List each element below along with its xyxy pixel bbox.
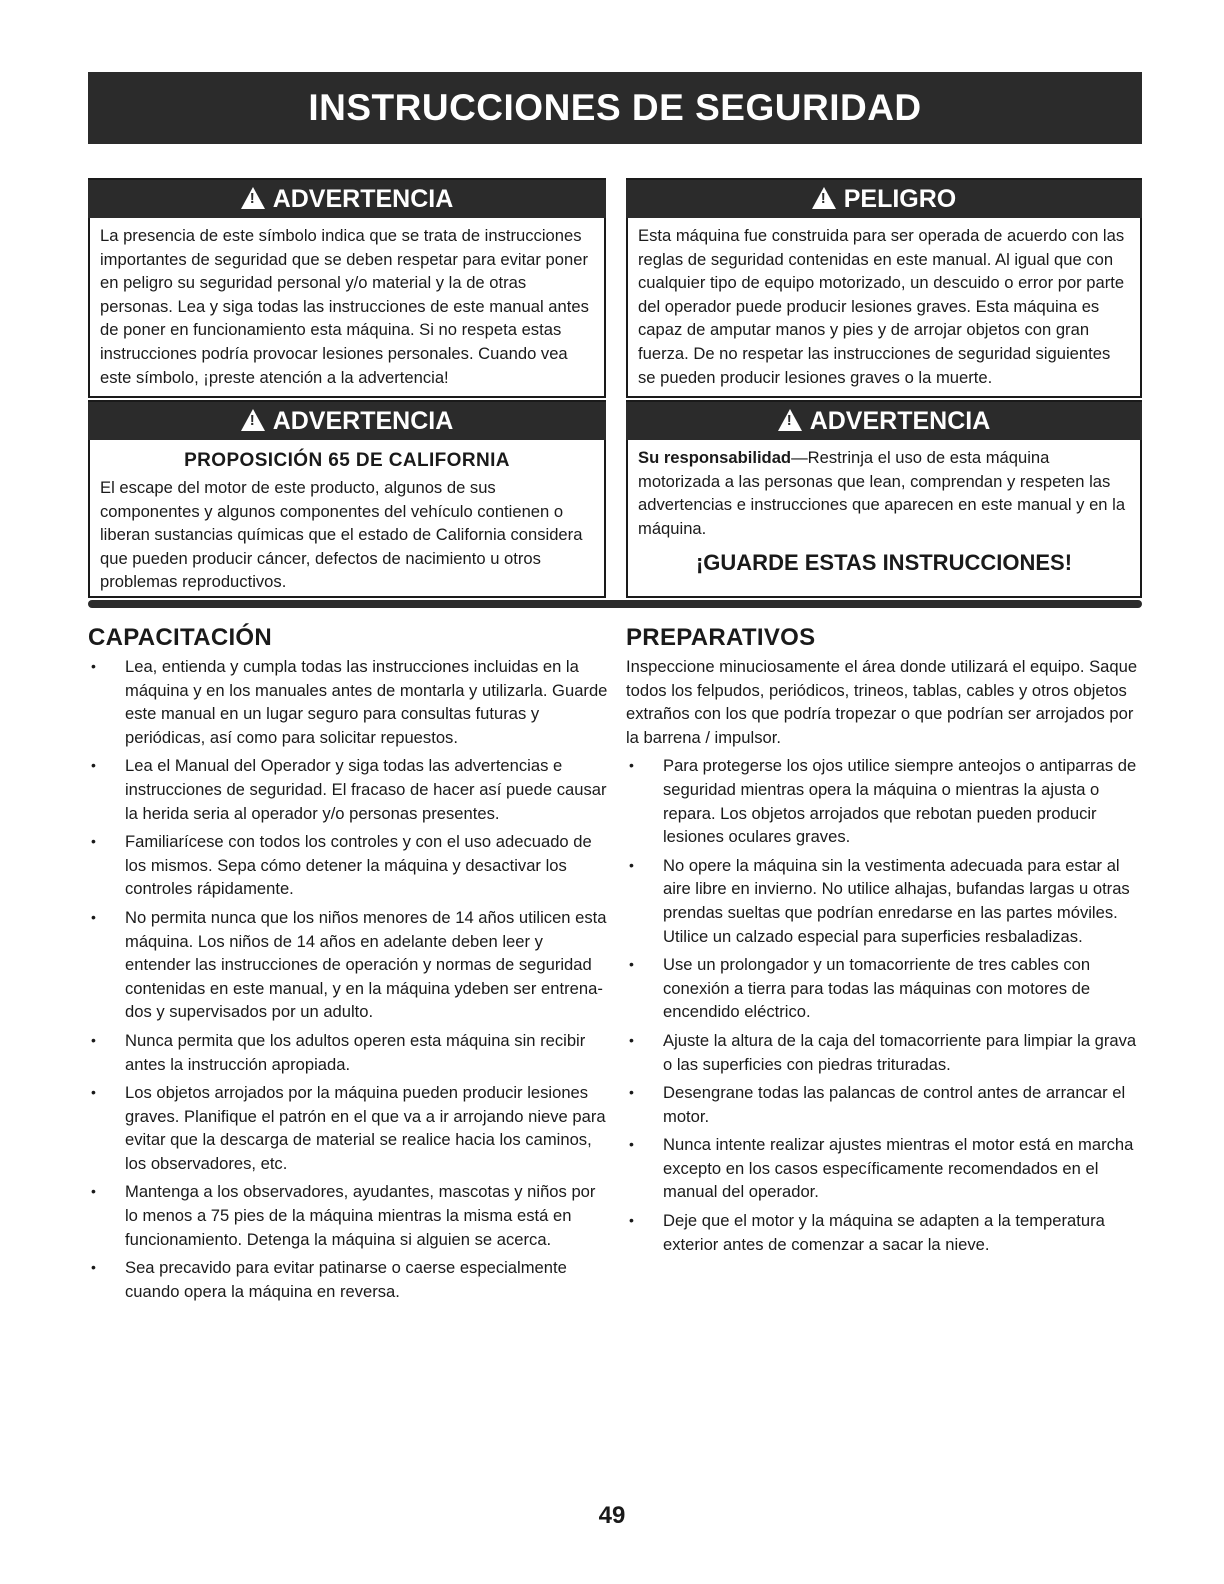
list-item: • Deje que el motor y la máquina se adapten a la temperatura exterior antes de comenzar a sacar la nieve. bbox=[626, 1209, 1144, 1256]
capacitacion-list bbox=[88, 655, 608, 1308]
warning-header-label: ADVERTENCIA bbox=[272, 185, 454, 213]
danger-header-label: PELIGRO bbox=[843, 185, 957, 213]
warning-box-symbol bbox=[88, 178, 606, 398]
warning-triangle-icon bbox=[812, 187, 836, 209]
banner-title: INSTRUCCIONES DE SEGURIDAD bbox=[308, 87, 922, 128]
list-item: • Para protegerse los ojos utilice siempre anteojos o antiparras de seguridad mientras opera la máquina o mientras la ajusta o repara. Los objetos arrojados que rebotan pueden producir lesiones oculares graves. bbox=[626, 754, 1144, 848]
warning-text: La presencia de este símbolo indica que se trata de instrucciones importantes de seguridad que se deben respetar para evitar poner en peligro su seguridad personal y/o material y la de otras personas. Lea y siga todas las instrucciones de este manual antes de poner en funcionamiento esta máquina. Si no respeta estas instrucciones podría provocar lesiones personales. Cuando vea este símbolo, ¡preste atención a la advertencia! bbox=[100, 226, 589, 387]
danger-text: Esta máquina fue construida para ser operada de acuerdo con las reglas de seguridad contenidas en este manual. Al igual que con cualquier tipo de equipo motorizado, un descuido o error por parte del operador puede producir lesiones graves. Esta máquina es capaz de amputar manos y pies y de arrojar objetos con gran fuerza. De no respetar las instrucciones de seguridad siguientes se pueden producir lesiones graves o la muerte. bbox=[638, 226, 1125, 387]
list-item: • Use un prolongador y un tomacorriente de tres cables con conexión a tierra para todas las máquinas con motores de encendido eléctrico. bbox=[626, 953, 1144, 1024]
list-item: • Desengrane todas las palancas de control antes de arrancar el motor. bbox=[626, 1081, 1144, 1128]
page-banner bbox=[88, 72, 1142, 144]
list-item: • Los objetos arrojados por la máquina pueden producir lesiones graves. Planifique el patrón en el que va a ir arrojando nieve para evitar que la descarga de material se realice hacia los caminos, los observadores, etc. bbox=[88, 1081, 608, 1175]
prop65-title: PROPOSICIÓN 65 DE CALIFORNIA bbox=[184, 450, 510, 471]
list-item: • No permita nunca que los niños menores de 14 años utilicen esta máquina. Los niños de 14 años en adelante deben leer y entender las instrucciones de operación y normas de seguridad contenidas en este manual, y en la máquina ydeben ser entrena-dos y supervisados por un adulto. bbox=[88, 906, 608, 1024]
preparativos-content bbox=[626, 655, 1144, 1261]
page-number: 49 bbox=[598, 1502, 626, 1529]
warning-box-prop65 bbox=[88, 400, 606, 598]
list-item: • Sea precavido para evitar patinarse o caerse especialmente cuando opera la máquina en reversa. bbox=[88, 1256, 608, 1303]
warning-header-label: ADVERTENCIA bbox=[272, 407, 454, 435]
warning-header bbox=[88, 180, 606, 218]
list-item: • Nunca intente realizar ajustes mientras el motor está en marcha excepto en los casos específicamente recomendados en el manual del operador. bbox=[626, 1133, 1144, 1204]
list-item: • Lea, entienda y cumpla todas las instrucciones incluidas en la máquina y en los manuales antes de montarla y utilizarla. Guarde este manual en un lugar seguro para consultas futuras y periódicas, así como para solicitar repuestos. bbox=[88, 655, 608, 749]
responsibility-lead: Su responsabilidad bbox=[638, 448, 792, 467]
warning-box-responsibility bbox=[626, 400, 1142, 598]
warning-header bbox=[88, 402, 606, 440]
list-item: • Nunca permita que los adultos operen esta máquina sin recibir antes la instrucción apropiada. bbox=[88, 1029, 608, 1076]
preparativos-title: PREPARATIVOS bbox=[626, 624, 816, 651]
list-item: • Ajuste la altura de la caja del tomacorriente para limpiar la grava o las superficies con piedras trituradas. bbox=[626, 1029, 1144, 1076]
section-divider bbox=[88, 600, 1142, 608]
list-item: • Lea el Manual del Operador y siga todas las advertencias e instrucciones de seguridad. El fracaso de hacer así puede causar la herida seria al operador y/o personas presentes. bbox=[88, 754, 608, 825]
preparativos-intro: Inspeccione minuciosamente el área donde utilizará el equipo. Saque todos los felpudos, periódicos, trineos, tablas, cables y otros objetos extraños con los que podría tropezar o que podrían ser arrojados por la barrena / impulsor. bbox=[626, 657, 1138, 747]
danger-box bbox=[626, 178, 1142, 398]
capacitacion-title: CAPACITACIÓN bbox=[88, 624, 273, 651]
prop65-text: El escape del motor de este producto, algunos de sus componentes y algunos componentes del vehículo contienen o liberan sustancias químicas que el estado de California considera que pueden producir cáncer, defectos de nacimiento u otros problemas reproductivos. bbox=[100, 478, 583, 592]
list-item: • Familiarícese con todos los controles y con el uso adecuado de los mismos. Sepa cómo detener la máquina y desactivar los controles rápidamente. bbox=[88, 830, 608, 901]
responsibility-text bbox=[628, 440, 1140, 540]
list-item: • Mantenga a los observadores, ayudantes, mascotas y niños por lo menos a 75 pies de la máquina mientras la misma está en funcionamiento. Detenga la máquina si alguien se acerca. bbox=[88, 1180, 608, 1251]
warning-triangle-icon bbox=[241, 409, 265, 431]
danger-header bbox=[626, 180, 1142, 218]
save-instructions: ¡GUARDE ESTAS INSTRUCCIONES! bbox=[695, 550, 1073, 576]
warning-header-label: ADVERTENCIA bbox=[809, 407, 991, 435]
list-item: • No opere la máquina sin la vestimenta adecuada para estar al aire libre en invierno. No utilice alhajas, bufandas largas u otras prendas sueltas que podrían enredarse en las partes móviles. Utilice un calzado especial para superficies resbaladizas. bbox=[626, 854, 1144, 948]
warning-triangle-icon bbox=[778, 409, 802, 431]
warning-header bbox=[626, 402, 1142, 440]
warning-triangle-icon bbox=[241, 187, 265, 209]
responsibility-body: —Restrinja el uso de esta máquina motorizada a las personas que lean, comprendan y respeten las advertencias e instrucciones que aparecen en este manual y en la máquina. bbox=[638, 448, 1126, 538]
